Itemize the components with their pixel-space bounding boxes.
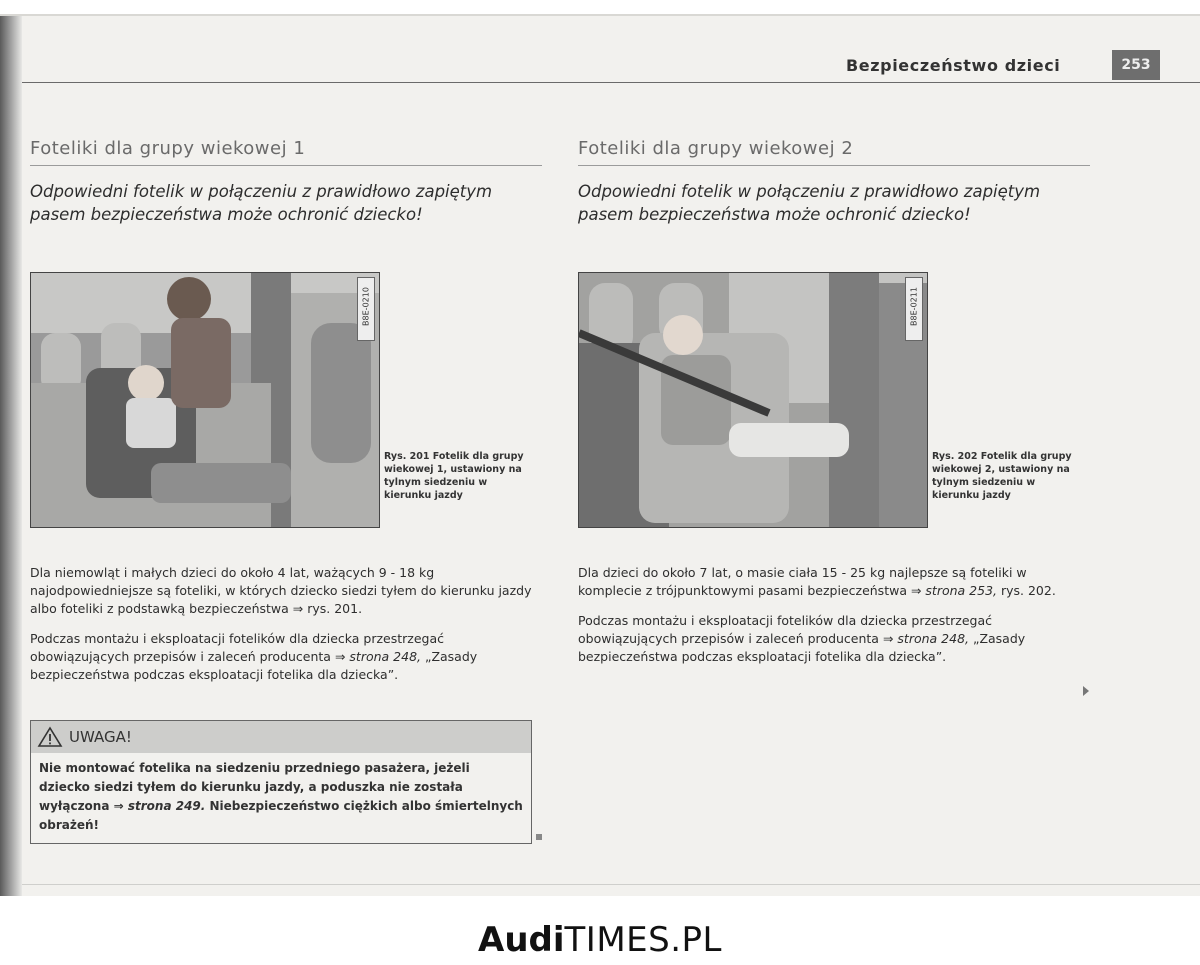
lead-text-group-2: Odpowiedni fotelik w połączeniu z prawidłowo zapiętym pasem bezpieczeństwa może ochronić dziecko! [578, 182, 1041, 224]
figure-201 [30, 272, 542, 534]
header-rule [22, 82, 1200, 83]
section-title-group-1: Foteliki dla grupy wiekowej 1 [30, 138, 542, 166]
child-seat-group-1-photo [30, 272, 380, 528]
warning-text: Nie montować fotelika na siedzeniu przedniego pasażera, jeżeli dziecko siedzi tyłem do kierunku jazdy, a poduszka nie została wyłączona ⇒ strona 249. Niebezpieczeństwo ciężkich albo śmiertelnych obrażeń! [39, 761, 523, 832]
paragraph: Dla dzieci do około 7 lat, o masie ciała 15 - 25 kg najlepsze są foteliki w komplecie z trójpunktowymi pasami bezpieczeństwa ⇒ strona 253, rys. 202. [578, 565, 1056, 598]
caption-202: Rys. 202 Fotelik dla grupy wiekowej 2, ustawiony na tylnym siedzeniu w kierunku jazdy [932, 451, 1072, 501]
body-text-group-1 [30, 564, 542, 696]
page-reference-link[interactable]: strona 248, [349, 649, 421, 664]
figure-code: B8E-0211 [909, 287, 919, 326]
right-column [578, 138, 1090, 664]
caption-201: Rys. 201 Fotelik dla grupy wiekowej 1, ustawiony na tylnym siedzeniu w kierunku jazdy [384, 451, 524, 501]
figure-code: B8E-0210 [361, 287, 371, 326]
figure-code-tag [357, 277, 375, 341]
warning-title: UWAGA! [69, 728, 132, 746]
manual-page [0, 14, 1200, 896]
paragraph: Podczas montażu i eksploatacji fotelików dla dziecka przestrzegać obowiązujących przepisów i zaleceń producenta ⇒ strona 248, „Zasady bezpieczeństwa podczas eksploatacji fotelika dla dziecka”. [30, 631, 478, 682]
continued-arrow-icon [1083, 686, 1089, 696]
left-column [30, 138, 542, 832]
body-text-group-2 [578, 564, 1090, 678]
logo-audi: Audi [478, 920, 565, 960]
warning-header [31, 721, 531, 753]
page-number: 253 [1112, 50, 1160, 80]
logo-times: TIMES.PL [564, 920, 722, 960]
warning-box [30, 720, 532, 844]
section-title-group-2: Foteliki dla grupy wiekowej 2 [578, 138, 1090, 166]
paragraph: Dla niemowląt i małych dzieci do około 4 lat, ważących 9 - 18 kg najodpowiedniejsze są foteliki, w których dziecko siedzi tyłem do kierunku jazdy albo foteliki z podstawką bezpieczeństwa ⇒ rys. 201. [30, 565, 532, 616]
child-seat-group-2-photo [578, 272, 928, 528]
page-reference-link[interactable]: strona 248, [897, 631, 969, 646]
book-spine-shadow [0, 16, 22, 896]
page-reference-link[interactable]: strona 249. [127, 799, 206, 813]
running-head: Bezpieczeństwo dzieci [846, 56, 1061, 75]
warning-triangle-icon [37, 726, 63, 748]
site-logo [0, 920, 1200, 960]
page-reference-link[interactable]: strona 253, [925, 583, 997, 598]
section-end-mark [536, 834, 542, 840]
paragraph: Podczas montażu i eksploatacji fotelików dla dziecka przestrzegać obowiązujących przepisów i zaleceń producenta ⇒ strona 248, „Zasady bezpieczeństwa podczas eksploatacji fotelika dla dziecka”. [578, 613, 1026, 664]
figure-202 [578, 272, 1090, 534]
lead-text-group-1: Odpowiedni fotelik w połączeniu z prawidłowo zapiętym pasem bezpieczeństwa może ochronić dziecko! [30, 182, 493, 224]
figure-code-tag [905, 277, 923, 341]
footer-rule [22, 884, 1200, 885]
